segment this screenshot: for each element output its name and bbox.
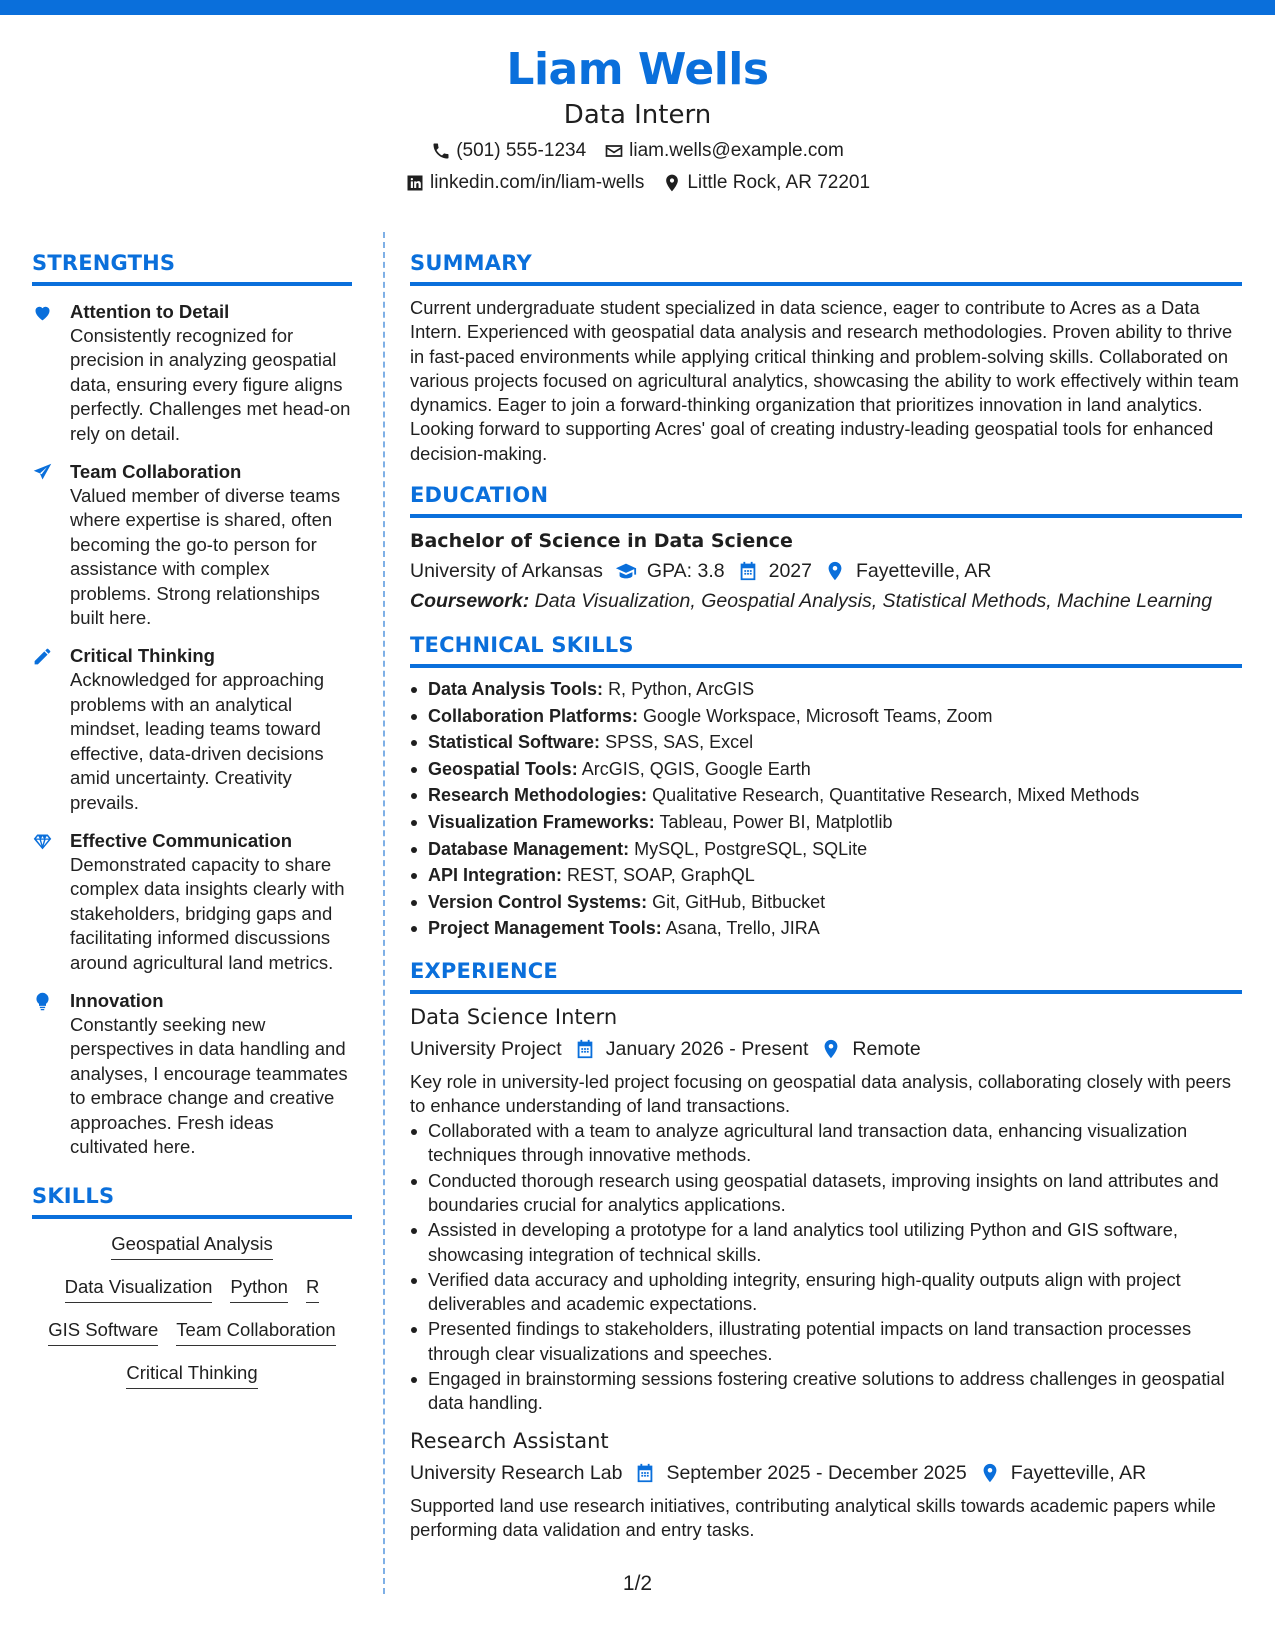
degree-title: Bachelor of Science in Data Science [410,530,793,553]
location-text: Little Rock, AR 72201 [687,172,871,193]
linkedin-text: linkedin.com/in/liam-wells [429,172,645,193]
tech-label: Geospatial Tools: [428,758,578,779]
skill-tag: Geospatial Analysis [111,1231,272,1260]
lightbulb-icon [32,991,53,1012]
tech-value: R, Python, ArcGIS [608,679,755,700]
email-contact[interactable] [604,136,844,166]
tech-label: Data Analysis Tools: [428,679,604,700]
job-dates: January 2026 - Present [605,1038,809,1061]
tech-label: Collaboration Platforms: [428,705,639,726]
strength-desc: Constantly seeking new perspectives in data handling and analyses, I encourage teammates to embrace change and creative approaches. Fresh ideas cultivated here. [70,1013,348,1157]
graduation-cap-icon [615,560,637,582]
column-divider [383,232,385,1594]
tech-label: Research Methodologies: [428,785,648,806]
phone-contact [431,136,586,166]
job-dates: September 2025 - December 2025 [666,1461,967,1484]
job-title: Research Assistant [410,1428,609,1453]
tech-value: ArcGIS, QGIS, Google Earth [581,758,811,779]
tech-label: Visualization Frameworks: [428,812,655,833]
strength-title: Effective Communication [70,829,293,851]
strength-item [32,300,352,446]
list-item [410,676,1242,703]
map-pin-icon [824,560,846,582]
linkedin-icon [405,173,425,193]
list-item [410,756,1242,783]
location-contact [662,168,870,198]
coursework-list: Data Visualization, Geospatial Analysis, Statistical Methods, Machine Learning [534,590,1213,613]
school-name: University of Arkansas [410,560,603,583]
contact-row-2 [0,168,1275,198]
strength-item [32,644,352,814]
skills-tag-cloud [32,1231,352,1389]
strength-item [32,460,352,630]
skill-tag: Data Visualization [65,1274,213,1303]
tech-value: Google Workspace, Microsoft Teams, Zoom [643,705,993,726]
technical-skills-list [410,676,1242,942]
technical-skills-heading: TECHNICAL SKILLS [410,630,1242,668]
job-description: Key role in university-led project focusing on geospatial data analysis, collaborating closely with peers to enhance understanding of land transactions. [410,1071,1232,1117]
list-item [410,729,1242,756]
job-description: Supported land use research initiatives, contributing analytical skills towards academic papers while performing data validation and entry tasks. [410,1494,1216,1540]
strength-title: Innovation [70,989,164,1011]
list-item: Collaborated with a team to analyze agricultural land transaction data, enhancing visualization techniques through innovative methods. [410,1119,1242,1168]
tech-value: Qualitative Research, Quantitative Research, Mixed Methods [652,785,1140,806]
strength-title: Critical Thinking [70,645,215,667]
graduation-year: 2027 [768,560,812,583]
list-item [410,836,1242,863]
coursework-label: Coursework: [410,590,530,613]
tech-label: Database Management: [428,838,630,859]
strength-desc: Acknowledged for approaching problems with an analytical mindset, leading teams toward effective, data-driven decisions amid uncertainty. Creativity prevails. [70,669,325,813]
skill-tag: Team Collaboration [176,1317,335,1346]
job-org: University Project [410,1038,562,1061]
education-meta [410,556,1242,586]
tech-label: Version Control Systems: [428,891,648,912]
tag-row [32,1360,352,1389]
experience-heading: EXPERIENCE [410,956,1242,994]
strength-title: Attention to Detail [70,301,230,322]
job-meta [410,1458,1242,1488]
strength-desc: Consistently recognized for precision in analyzing geospatial data, ensuring every figure aligns perfectly. Challenges met head-on rely on detail. [70,325,351,444]
job-org: University Research Lab [410,1461,623,1484]
tech-label: Statistical Software: [428,732,601,753]
skill-tag: GIS Software [48,1317,158,1346]
skill-tag: Python [230,1274,288,1303]
list-item [410,915,1242,942]
skill-tag: R [306,1274,319,1303]
candidate-role: Data Intern [563,100,712,130]
education-heading: EDUCATION [410,480,1242,518]
phone-icon [431,141,451,161]
strength-desc: Demonstrated capacity to share complex data insights clearly with stakeholders, bridging gaps and facilitating informed discussions around agricultural land metrics. [70,853,345,973]
pencil-icon [32,646,53,667]
list-item: Engaged in brainstorming sessions fostering creative solutions to address challenges in geospatial data handling. [410,1367,1242,1416]
list-item: Presented findings to stakeholders, illustrating potential impacts on land transaction processes through clear visualizations and speeches. [410,1317,1242,1366]
skill-tag: Critical Thinking [126,1360,257,1389]
job-location: Fayetteville, AR [1010,1461,1147,1484]
job-location: Remote [852,1038,921,1061]
candidate-name: Liam Wells [506,44,769,95]
tech-label: API Integration: [428,865,562,886]
summary-text: Current undergraduate student specialized in data science, eager to contribute to Acres as a Data Intern. Experienced with geospatial data analysis and research methodologies. Proven ability to thrive in fast-paced environments while applying critical thinking and problem-solving skills. Collaborated on various projects focused on agricultural analytics, showcasing the ability to work effectively within team dynamics. Eager to join a forward-thinking organization that prioritizes innovation in land analytics. Looking forward to supporting Acres' goal of creating industry-leading geospatial tools for enhanced decision-making. [410,297,1239,464]
envelope-icon [604,141,624,161]
resume-header [0,42,1275,198]
list-item [410,889,1242,916]
tech-label: Project Management Tools: [428,918,662,939]
contact-row-1 [0,136,1275,166]
email-text: liam.wells@example.com [629,140,844,161]
tech-value: MySQL, PostgreSQL, SQLite [634,838,868,859]
strength-item [32,989,352,1159]
gpa-text: GPA: 3.8 [646,560,725,583]
list-item: Conducted thorough research using geospatial datasets, improving insights on land attributes and boundaries crucial for analytics applications. [410,1169,1242,1218]
summary-heading: SUMMARY [410,248,1242,286]
tech-value: Git, GitHub, Bitbucket [652,891,826,912]
linkedin-contact[interactable] [405,168,644,198]
job-meta [410,1034,1242,1064]
calendar-icon [574,1038,596,1060]
skills-heading: SKILLS [32,1181,352,1219]
page-indicator: 1/2 [622,1572,653,1595]
paper-plane-icon [32,462,53,483]
tag-row [32,1274,352,1303]
tag-row [32,1231,352,1260]
strength-desc: Valued member of diverse teams where expertise is shared, often becoming the go-to person for assistance with complex problems. Strong relationships built here. [70,485,341,629]
tech-value: Tableau, Power BI, Matplotlib [659,812,893,833]
job-bullets [410,1119,1242,1416]
map-pin-icon [820,1038,842,1060]
strengths-heading: STRENGTHS [32,248,352,286]
calendar-icon [737,560,759,582]
list-item: Assisted in developing a prototype for a land analytics tool utilizing Python and GIS software, showcasing integration of technical skills. [410,1218,1242,1267]
top-accent-bar [0,0,1275,15]
coursework-line [410,586,1242,616]
map-pin-icon [979,1462,1001,1484]
list-item: Verified data accuracy and upholding integrity, ensuring high-quality outputs align with project deliverables and academic expectations. [410,1268,1242,1317]
tag-row [32,1317,352,1346]
calendar-icon [634,1462,656,1484]
diamond-icon [32,831,53,852]
list-item [410,703,1242,730]
tech-value: SPSS, SAS, Excel [605,732,754,753]
strength-item [32,829,352,975]
right-column [410,248,1242,1542]
list-item [410,809,1242,836]
job-title: Data Science Intern [410,1005,618,1030]
tech-value: Asana, Trello, JIRA [665,918,820,939]
tech-value: REST, SOAP, GraphQL [567,865,755,886]
strength-title: Team Collaboration [70,461,242,483]
school-location: Fayetteville, AR [855,560,992,583]
list-item [410,862,1242,889]
left-column [32,248,352,1389]
map-pin-icon [662,173,682,193]
list-item [410,782,1242,809]
heart-icon [32,302,53,323]
phone-text: (501) 555-1234 [456,140,587,161]
